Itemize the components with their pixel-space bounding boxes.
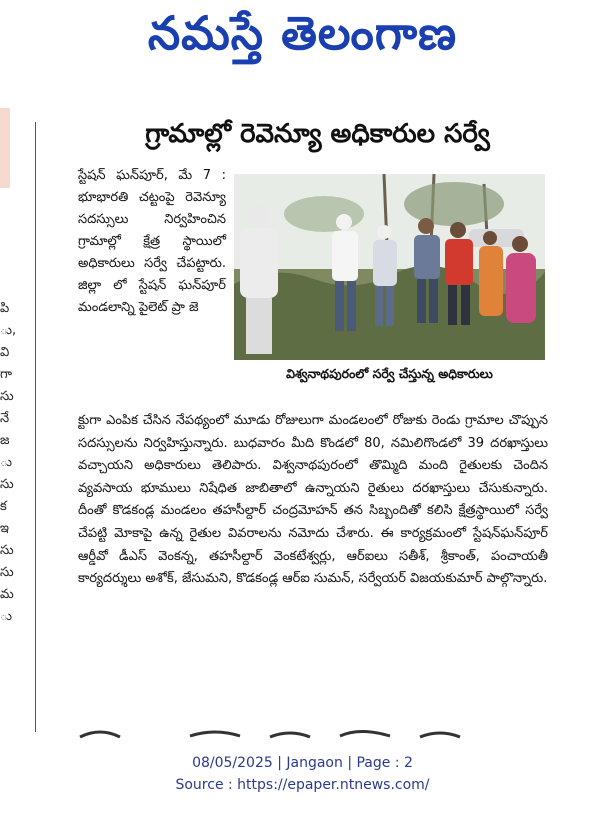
article-continuation: క్టుగా ఎంపిక చేసిన నేపథ్యంలో మూడు రోజులుగా మండలంలో రోజుకు రెండు గ్రామాల చొప్పున సదస్సులను నిర్వహిస్తున్నారు. బుధవారం మీది కొండలో 80, నమిలిగొండలో 39 దరఖాస్తులు వచ్చాయని అధికారులు తెలిపారు. విశ్వనాథపురంలో తొమ్మిది మంది రైతులకు చెందిన వ్యవసాయ భూములు నిషేధిత జాబితాలో ఉన్నాయని రైతులు దరఖాస్తులు చేసుకున్నారు. దీంతో కొడకండ్ల మండలం తహసీల్దార్ చంద్రమోహన్ తన సిబ్బందితో కలిసి క్షేత్రస్థాయిలో సర్వే చేపట్టి మోకాపై ఉన్న రైతుల వివరాలను నమోదు చేశారు. ఈ కార్యక్రమంలో స్టేషన్‌ఘన్‌పూర్ ఆర్డీవో డీఎస్ వెంకన్న, తహసీల్దార్ వెంకటేశ్వర్లు, ఆర్ఐలు సతీశ్, శ్రీకాంత్, పంచాయతీ కార్యదర్శులు అశోక్, జేసుమని, కొడకండ్ల ఆర్ఐ సుమన్, సర్వేయర్ విజయకుమార్ పాల్గొన్నారు. (78, 413, 548, 587)
prev-column-glyph: సు (0, 477, 14, 492)
prev-column-glyph: సు (0, 543, 14, 558)
clipping-edge (0, 108, 10, 188)
news-photo (234, 174, 545, 360)
article-lead (78, 165, 226, 319)
prev-column-glyph: పి (0, 301, 10, 316)
prev-column-glyph: జ (0, 433, 10, 448)
article-headline (40, 112, 595, 162)
prev-column-glyph: ఇ (0, 521, 9, 536)
masthead-title: నమస్తే తెలంగాణ (147, 6, 458, 60)
prev-column-glyph: వి (0, 345, 10, 360)
cropped-headline-strokes (40, 727, 545, 739)
previous-article-column (0, 108, 17, 718)
lead-text: భూభారతి చట్టంపై రెవెన్యూ సదస్సులు నిర్వహించిన గ్రామాల్లో క్షేత్ర స్థాయిలో అధికారులు సర్వే చేపట్టారు. జిల్లా లో స్టేషన్ ఘన్‌పూర్ మండలాన్ని పైలెట్ ప్రా జె (78, 190, 226, 315)
clipping-footer (0, 752, 605, 796)
next-article-edge (40, 724, 545, 736)
prev-column-glyph: సు (0, 565, 14, 580)
prev-column-glyph: ు, (0, 323, 17, 338)
dateline: స్టేషన్ ఘన్‌పూర్, మే 7 : (78, 168, 226, 183)
column-divider (35, 122, 36, 732)
footer-date-line: 08/05/2025 | Jangaon | Page : 2 (192, 755, 413, 771)
prev-column-glyph: ు (0, 609, 13, 624)
field-survey-photo (234, 174, 545, 360)
footer-source-line[interactable]: Source : https://epaper.ntnews.com/ (175, 777, 430, 793)
headline-text: గ్రామాల్లో రెవెన్యూ అధికారుల సర్వే (145, 119, 490, 149)
prev-column-glyph: మ (0, 587, 14, 602)
prev-column-glyph: గా (0, 367, 12, 382)
photo-caption: విశ్వనాథపురంలో సర్వే చేస్తున్న అధికారులు (286, 365, 493, 381)
prev-column-glyph: క (0, 499, 7, 514)
prev-column-glyph: సు (0, 389, 14, 404)
article-lead-column (78, 165, 226, 319)
prev-column-glyph: నే (0, 411, 10, 426)
article-body (78, 410, 548, 591)
masthead (0, 0, 605, 78)
prev-column-glyph: ు (0, 455, 13, 470)
